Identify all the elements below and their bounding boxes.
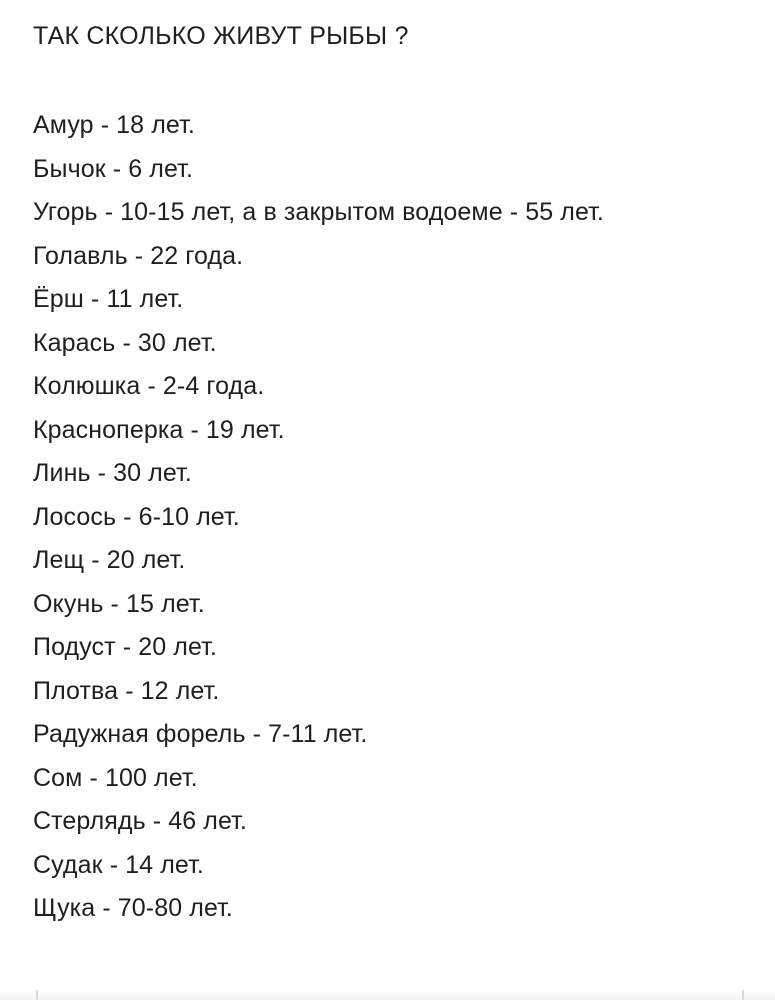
list-item-bychok: Бычок - 6 лет. xyxy=(33,154,193,183)
bottom-divider xyxy=(0,992,775,1000)
list-item-kolyushka: Колюшка - 2-4 года. xyxy=(33,372,265,400)
list-item-leshch: Лещ - 20 лет. xyxy=(33,546,186,574)
list-item-karas: Карась - 30 лет. xyxy=(33,328,217,357)
list-item-som: Сом - 100 лет. xyxy=(33,763,198,792)
list-item-sudak: Судак - 14 лет. xyxy=(33,850,204,879)
list-item-yorsh: Ёрш - 11 лет. xyxy=(33,285,184,313)
list-item-golavl: Голавль - 22 года. xyxy=(33,241,244,270)
list-item-sterlyad: Стерлядь - 46 лет. xyxy=(33,807,247,835)
list-item-okun: Окунь - 15 лет. xyxy=(33,589,205,618)
list-item-raduzhnaya-forel: Радужная форель - 7-11 лет. xyxy=(33,720,368,748)
fish-lifespan-list xyxy=(33,104,753,931)
list-item-lin: Линь - 30 лет. xyxy=(33,459,192,487)
list-item-podust: Подуст - 20 лет. xyxy=(33,633,217,661)
list-item-shchuka: Щука - 70-80 лет. xyxy=(33,894,233,922)
post-content xyxy=(33,14,753,931)
post-title: ТАК СКОЛЬКО ЖИВУТ РЫБЫ ? xyxy=(33,22,409,50)
left-edge-mark xyxy=(36,990,38,1000)
list-item-plotva: Плотва - 12 лет. xyxy=(33,676,220,705)
list-item-losos: Лосось - 6-10 лет. xyxy=(33,502,240,531)
list-item-krasnoperka: Красноперка - 19 лет. xyxy=(33,415,285,444)
right-edge-mark xyxy=(742,990,744,1000)
list-item-amur: Амур - 18 лет. xyxy=(33,111,195,139)
list-item-ugor: Угорь - 10-15 лет, а в закрытом водоеме - 55 лет. xyxy=(33,198,604,226)
